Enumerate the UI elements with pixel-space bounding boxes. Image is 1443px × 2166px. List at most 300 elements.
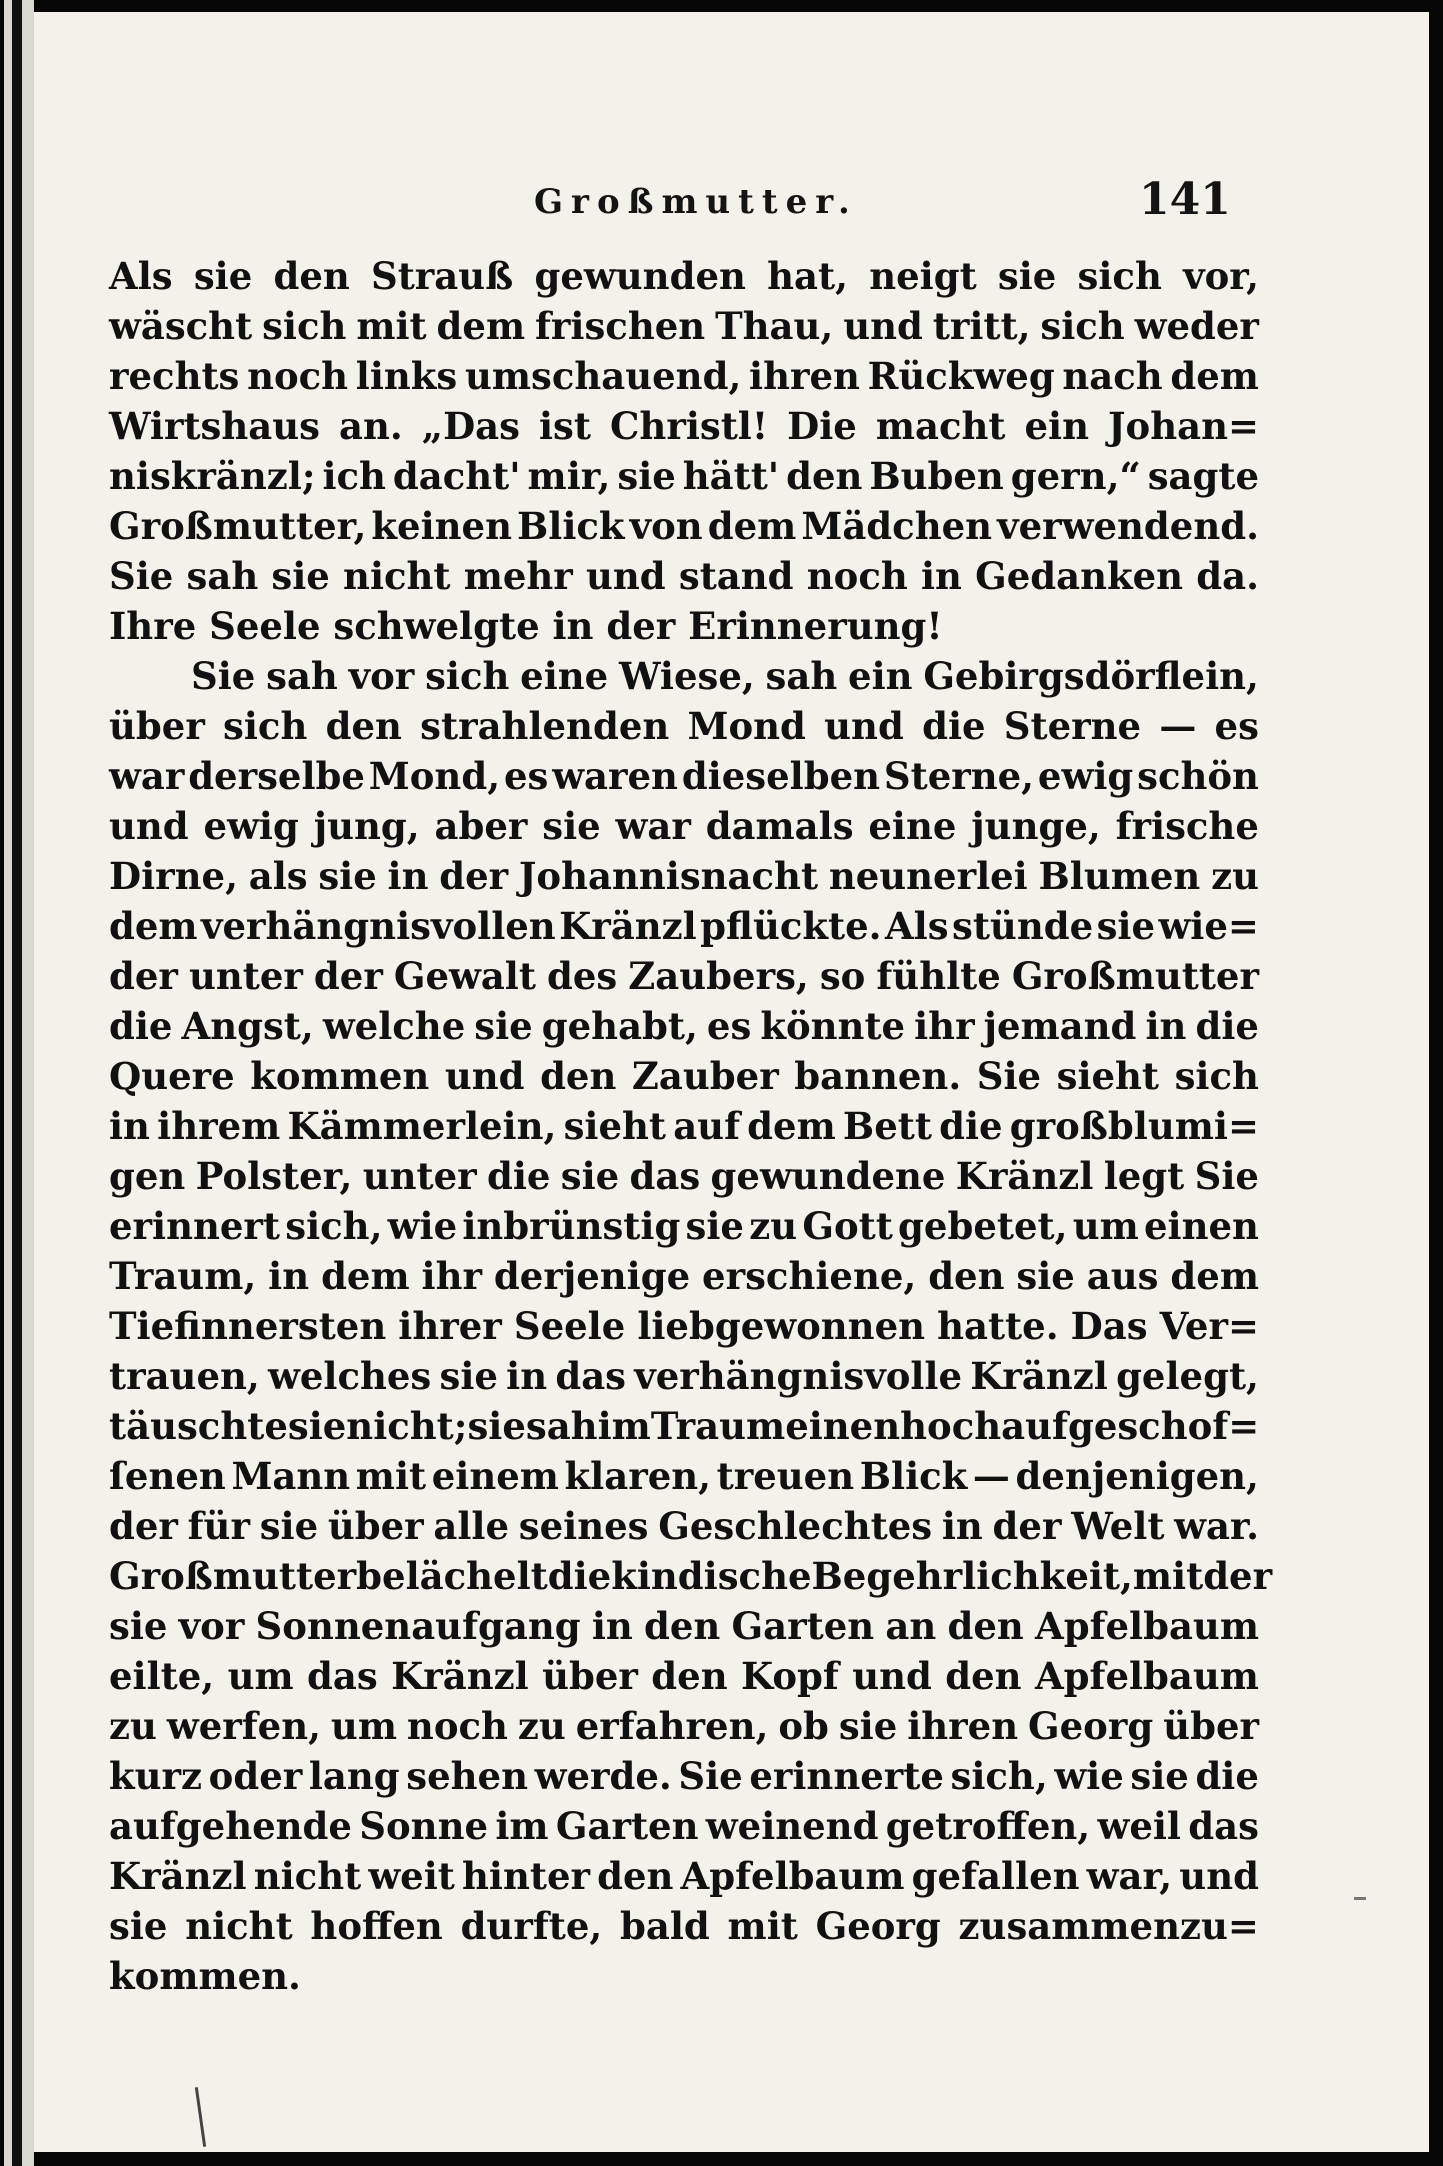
word: zu [749, 1204, 798, 1248]
word: gehabt, [541, 1004, 698, 1048]
word: den [644, 1604, 721, 1648]
text-line [109, 251, 1259, 301]
text-line [109, 451, 1259, 501]
word: gewunden [534, 254, 746, 298]
word: einem [431, 1454, 559, 1498]
word: sich [1174, 1054, 1259, 1098]
word: rechts [109, 354, 240, 398]
word: sich [1077, 254, 1162, 298]
text-line [109, 1401, 1259, 1451]
word: noch [806, 554, 908, 598]
word: sie [193, 254, 253, 298]
word: der [109, 954, 178, 998]
word: macht [875, 404, 1006, 448]
word: Thau, [715, 304, 834, 348]
word: sie [685, 1204, 744, 1248]
word: über [327, 1504, 424, 1548]
word: von [629, 504, 703, 548]
word: mit [355, 1454, 427, 1498]
word: Apfelbaum [680, 1854, 905, 1898]
text-line [109, 1051, 1259, 1101]
word: inbrünstig [462, 1204, 681, 1248]
running-title: Großmutter. [534, 182, 858, 222]
word: ſenen [109, 1454, 226, 1498]
word: zu [1211, 854, 1259, 898]
text-line-content: Ihre Seele schwelgte in der Erinnerung! [109, 604, 943, 648]
word: nicht [185, 1904, 293, 1948]
word: zu [109, 1704, 157, 1748]
word: Wirtshaus [109, 404, 320, 448]
word: ewig [1037, 754, 1134, 798]
word: hätt' [682, 454, 780, 498]
word: Sterne [1003, 704, 1142, 748]
word: Großmutter [109, 1554, 357, 1598]
word: schön [1137, 754, 1259, 798]
word: kurz [109, 1754, 203, 1798]
word: werde. [534, 1754, 672, 1798]
word: ewig [203, 804, 299, 848]
word: sich [223, 704, 308, 748]
word: sie [617, 454, 676, 498]
word: verwendend. [997, 504, 1259, 548]
word: Kränzl [970, 1354, 1108, 1398]
word: sich, [285, 1204, 383, 1248]
word: weil [1097, 1804, 1181, 1848]
word: Die [787, 404, 857, 448]
word: Gebirgsdörflein, [923, 654, 1259, 698]
word: gefallen [911, 1854, 1080, 1898]
word: eine [520, 654, 609, 698]
word: und [444, 1054, 525, 1098]
text-line [109, 651, 1259, 701]
word: in [591, 1604, 633, 1648]
word: wäscht [109, 304, 253, 348]
word: und [109, 804, 189, 848]
word: sich [262, 304, 347, 348]
word: Als [884, 904, 949, 948]
word: den [540, 1054, 617, 1098]
word: oder [208, 1754, 303, 1798]
word: noch [406, 1704, 508, 1748]
word: da. [1196, 554, 1259, 598]
word: sie [474, 1004, 533, 1048]
word: frischen [535, 304, 706, 348]
word: durfte, [460, 1904, 603, 1948]
word: ihr [421, 1254, 482, 1298]
word: es [1214, 704, 1259, 748]
word: aber [434, 804, 528, 848]
word: — [1159, 704, 1197, 748]
word: dem [1170, 354, 1259, 398]
word: es [706, 1004, 752, 1048]
word: keinen [371, 504, 512, 548]
word: ist [538, 404, 591, 448]
text-line-content: kommen. [109, 1954, 301, 1998]
word: Zauber [631, 1054, 779, 1098]
word: erinnert [109, 1204, 281, 1248]
text-line [109, 601, 1259, 651]
word: Sie [678, 1754, 743, 1798]
text-line [109, 1151, 1259, 1201]
word: sehen [406, 1754, 528, 1798]
text-line [109, 1651, 1259, 1701]
word: dem [321, 1254, 410, 1298]
word: mit [356, 304, 427, 348]
word: und [586, 554, 666, 598]
word: den [651, 1654, 728, 1698]
word: Großmutter [1011, 954, 1259, 998]
page-gutter [4, 0, 34, 2166]
word: seines [518, 1504, 649, 1548]
word: nicht [253, 1854, 362, 1898]
word: Ver= [1159, 1304, 1259, 1348]
word: dem [109, 904, 198, 948]
word: sagte [1147, 454, 1259, 498]
word: so [819, 954, 866, 998]
word: Polster, [195, 1154, 353, 1198]
word: sie [467, 1404, 526, 1448]
word: das [555, 1354, 627, 1398]
word: Sie [191, 654, 256, 698]
word: im [597, 1404, 651, 1448]
word: derjenige [493, 1254, 691, 1298]
word: vor [178, 1604, 245, 1648]
word: sie [542, 804, 601, 848]
word: belächelt [356, 1554, 548, 1598]
word: über [1163, 1704, 1259, 1748]
word: treuen [716, 1454, 855, 1498]
word: stand [678, 554, 794, 598]
word: um [1072, 1204, 1139, 1248]
word: ein [1024, 404, 1089, 448]
word: hinter [462, 1854, 590, 1898]
text-line [109, 1451, 1259, 1501]
word: gebetet, [898, 1204, 1068, 1248]
word: sie [271, 554, 330, 598]
word: sah [765, 654, 838, 698]
word: sieht [563, 1104, 666, 1148]
word: Georg [1028, 1704, 1154, 1748]
word: umschauend, [464, 354, 742, 398]
word: Blumen [1038, 854, 1201, 898]
word: neunerlei [828, 854, 1028, 898]
word: Quere [109, 1054, 235, 1098]
word: tritt, [932, 304, 1031, 348]
text-line [109, 1551, 1273, 1601]
word: liebgewonnen [637, 1304, 926, 1348]
word: frische [1115, 804, 1259, 848]
word: nicht; [346, 1404, 468, 1448]
text-line [109, 751, 1259, 801]
word: Seele [513, 1304, 626, 1348]
word: das [629, 1154, 701, 1198]
word: klaren, [564, 1454, 712, 1498]
word: Angst, [181, 1004, 314, 1048]
word: dem [707, 504, 797, 548]
word: hatte. [937, 1304, 1059, 1348]
word: nach [1062, 354, 1163, 398]
word: in [109, 1104, 150, 1148]
word: ihren [749, 354, 860, 398]
word: sie [109, 1604, 168, 1648]
word: sie [560, 1154, 620, 1198]
word: wie= [1158, 904, 1259, 948]
word: war [109, 754, 185, 798]
word: den [597, 1854, 674, 1898]
word: gern,“ [1010, 454, 1141, 498]
word: gen [109, 1154, 186, 1198]
word: Sonne [359, 1804, 489, 1848]
word: den [947, 1604, 1024, 1648]
word: getroffen, [885, 1804, 1091, 1848]
word: Apfelbaum [1034, 1654, 1259, 1698]
word: sah [525, 1404, 598, 1448]
word: über [109, 704, 205, 748]
word: und [852, 1654, 932, 1698]
word: die [1195, 1004, 1259, 1048]
word: sich, [950, 1754, 1048, 1798]
word: Traum [650, 1404, 786, 1448]
word: Rückweg [867, 354, 1055, 398]
text-line [109, 801, 1259, 851]
word: die [486, 1154, 551, 1198]
word: noch [247, 354, 349, 398]
word: weit [368, 1854, 455, 1898]
word: niskränzl; [109, 454, 316, 498]
word: waren [552, 754, 678, 798]
word: Johan= [1108, 404, 1259, 448]
word: Georg [815, 1904, 941, 1948]
word: an [885, 1604, 937, 1648]
word: dacht' [392, 454, 521, 498]
word: täuschte [109, 1404, 288, 1448]
word: sieht [1056, 1054, 1160, 1098]
word: sich [1040, 304, 1125, 348]
word: Traum, [109, 1254, 257, 1298]
word: für [187, 1504, 250, 1548]
word: verhängnisvollen [201, 904, 556, 948]
word: war [615, 804, 691, 848]
word: mit [1132, 1554, 1204, 1598]
text-line [109, 351, 1259, 401]
word: vor, [1183, 254, 1259, 298]
word: erfahren, [575, 1704, 769, 1748]
word: unter [188, 954, 303, 998]
word: Großmutter, [109, 504, 367, 548]
word: aufgehende [109, 1804, 352, 1848]
text-line [109, 951, 1259, 1001]
word: Strauß [371, 254, 514, 298]
text-line [109, 1601, 1259, 1651]
word: Sie [109, 554, 174, 598]
word: zu [517, 1704, 566, 1748]
page-header [34, 174, 1429, 224]
word: welches [268, 1354, 432, 1398]
word: den [786, 454, 863, 498]
word: den [325, 704, 402, 748]
word: Buben [869, 454, 1004, 498]
word: Sie [1194, 1154, 1259, 1198]
word: Sie [976, 1054, 1042, 1098]
word: links [355, 354, 458, 398]
word: Mann [231, 1454, 351, 1498]
word: Garten [555, 1804, 699, 1848]
word: Mond, [368, 754, 501, 798]
word: sie [1096, 904, 1156, 948]
word: wie [1054, 1754, 1124, 1798]
word: mehr [463, 554, 573, 598]
word: Sonnenaufgang [255, 1604, 581, 1648]
ink-speck [1354, 1897, 1366, 1900]
word: bannen. [794, 1054, 962, 1098]
word: hoffen [310, 1904, 443, 1948]
word: Kränzl [955, 1154, 1094, 1198]
word: an. [339, 404, 403, 448]
word: pflückte. [700, 904, 882, 948]
word: Mond [687, 704, 806, 748]
word: ich [322, 454, 386, 498]
word: denjenigen, [1015, 1454, 1259, 1498]
word: Bett [842, 1104, 932, 1148]
word: war. [1174, 1504, 1259, 1548]
word: in [506, 1354, 548, 1398]
word: „Das [421, 404, 520, 448]
text-line [109, 401, 1259, 451]
word: hat, [767, 254, 848, 298]
word: ihren [907, 1704, 1019, 1748]
word: die [1195, 1754, 1259, 1798]
word: ob [778, 1704, 829, 1748]
word: erinnerte [749, 1754, 944, 1798]
word: eilte, [109, 1654, 215, 1698]
word: als [248, 854, 308, 898]
text-line [109, 1901, 1259, 1951]
word: junge, [971, 804, 1101, 848]
word: und [824, 704, 904, 748]
word: der [1203, 1554, 1273, 1598]
word: auf [673, 1104, 740, 1148]
word: hochaufgeschof= [900, 1404, 1260, 1448]
word: war, [1086, 1854, 1173, 1898]
word: in [268, 1254, 310, 1298]
word: Gott [802, 1204, 893, 1248]
page-number: 141 [1139, 174, 1231, 225]
word: sie [109, 1904, 168, 1948]
word: über [542, 1654, 638, 1698]
word: Christl! [609, 404, 769, 448]
word: jung, [313, 804, 420, 848]
word: die [109, 1004, 173, 1048]
word: Gedanken [975, 554, 1184, 598]
word: in [941, 1504, 983, 1548]
text-line [109, 1851, 1259, 1901]
word: kindische [611, 1554, 812, 1598]
word: sie [259, 1504, 319, 1548]
word: den [273, 254, 350, 298]
text-line [109, 901, 1259, 951]
word: der [439, 854, 509, 898]
word: das [307, 1654, 378, 1698]
word: Blick [517, 504, 625, 548]
word: Tiefinnersten [109, 1304, 387, 1348]
text-line [109, 1701, 1259, 1751]
word: dieselben [681, 754, 881, 798]
word: gewundene [710, 1154, 946, 1198]
word: dem [1170, 1254, 1259, 1298]
word: sie [287, 1404, 347, 1448]
text-line [109, 1801, 1259, 1851]
text-line [109, 1001, 1259, 1051]
word: Zaubers, [628, 954, 809, 998]
word: es [503, 754, 549, 798]
word: Gewalt [393, 954, 536, 998]
word: strahlenden [420, 704, 670, 748]
word: Geschlechtes [658, 1504, 933, 1548]
word: ihrem [157, 1104, 281, 1148]
text-line [109, 501, 1259, 551]
text-line [109, 701, 1259, 751]
word: sah [266, 654, 338, 698]
word: sah [186, 554, 259, 598]
word: kommen [250, 1054, 430, 1098]
text-line [109, 1251, 1259, 1301]
text-line [109, 1201, 1259, 1251]
word: aus [1086, 1254, 1159, 1298]
gutter-mark [195, 2087, 206, 2147]
word: welche [322, 1004, 466, 1048]
word: derselbe [188, 754, 365, 798]
word: weder [1134, 304, 1259, 348]
word: und [843, 304, 923, 348]
word: weinend [705, 1804, 879, 1848]
word: einen [1143, 1204, 1259, 1248]
word: Sterne, [883, 754, 1035, 798]
word: Johannisnacht [518, 854, 819, 898]
word: eine [868, 804, 957, 848]
word: die [547, 1554, 612, 1598]
word: sie [838, 1704, 898, 1748]
word: lang [308, 1754, 400, 1798]
text-line [109, 1951, 1259, 2001]
text-line [109, 1351, 1259, 1401]
word: Kränzl [391, 1654, 529, 1698]
word: sie [318, 854, 377, 898]
book-page [30, 12, 1429, 2152]
text-line [109, 1101, 1259, 1151]
word: mir, [527, 454, 611, 498]
word: in [920, 554, 962, 598]
word: ihrer [398, 1304, 502, 1348]
word: in [1145, 1004, 1187, 1048]
word: Blick [859, 1454, 968, 1498]
text-line [109, 1501, 1259, 1551]
word: Dirne, [109, 854, 238, 898]
word: Kämmerlein, [287, 1104, 557, 1148]
word: damals [705, 804, 854, 848]
word: einen [785, 1404, 901, 1448]
word: dem [436, 304, 526, 348]
word: des [547, 954, 618, 998]
word: vor [348, 654, 415, 698]
word: mit [727, 1904, 798, 1948]
word: gelegt, [1116, 1354, 1259, 1398]
word: und [1179, 1854, 1259, 1898]
word: sie [997, 254, 1057, 298]
word: Apfelbaum [1035, 1604, 1259, 1648]
text-line [109, 551, 1259, 601]
word: fühlte [876, 954, 1001, 998]
word: zusammenzu= [958, 1904, 1259, 1948]
